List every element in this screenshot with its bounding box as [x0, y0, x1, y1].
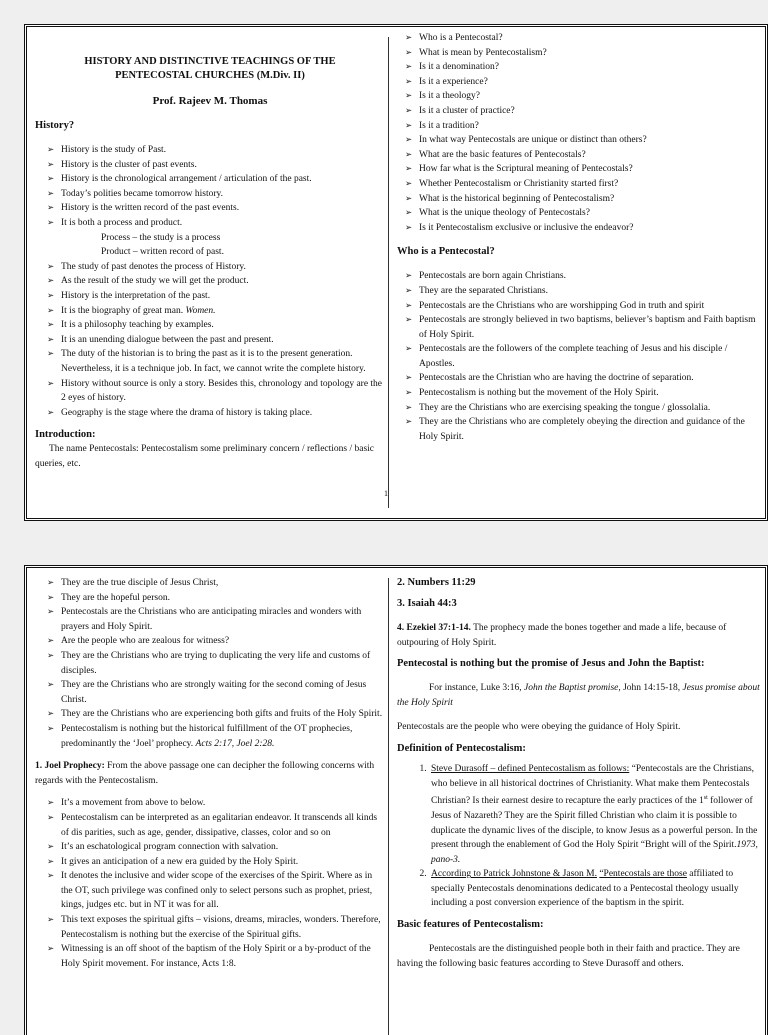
- list-item: ➢ It denotes the inclusive and wider scope of the exercises of the Spirit. Where as in the OT, such privilege was confined only to select persons such as prophet, priest, kings, judges etc. but in NT it was for all.: [47, 869, 385, 913]
- list-item: 2. According to Patrick Johnstone & Jason M. “Pentecostals are those affiliated to specially Pentecostals denominations dedicated to a Pentecostal theology usually including a post conversion experience of the baptism in the spirit.: [429, 867, 763, 911]
- pentecostal-traits-list: [35, 576, 385, 751]
- left-column: [35, 31, 385, 471]
- list-item: ➢ They are the hopeful person.: [47, 591, 385, 606]
- list-item: ➢ They are the Christians who are strongly waiting for the second coming of Jesus Christ.: [47, 678, 385, 707]
- page-number: 1: [384, 489, 388, 498]
- author-name: Prof. Rajeev M. Thomas: [152, 95, 268, 107]
- right-column: [397, 31, 763, 444]
- definition-heading: Definition of Pentecostalism:: [397, 742, 526, 754]
- list-item: ➢ Who is a Pentecostal?: [405, 31, 763, 46]
- joel-prophecy-paragraph: 1. Joel Prophecy: From the above passage one can decipher the following concerns with regards with the Pentecostalism.: [35, 761, 375, 786]
- list-item: ➢ It gives an anticipation of a new era guided by the Holy Spirit.: [47, 855, 385, 870]
- isaiah-reference: 3. Isaiah 44:3: [397, 598, 457, 609]
- list-item: ➢ Pentecostalism is nothing but the movement of the Holy Spirit.: [405, 386, 763, 401]
- joel-heading: 1. Joel Prophecy:: [35, 761, 105, 772]
- basic-features-heading: Basic features of Pentecostalism:: [397, 919, 544, 931]
- list-item: ➢ What is the historical beginning of Pentecostalism?: [405, 192, 763, 207]
- promise-paragraph: For instance, Luke 3:16, John the Baptist promise, John 14:15-18, Jesus promise about the Holy Spirit: [397, 683, 760, 708]
- list-item: ➢ This text exposes the spiritual gifts – visions, dreams, miracles, wonders. Therefore, Pentecostalism is nothing but the exercise of the Spiritual gifts.: [47, 913, 385, 942]
- questions-list: [397, 31, 763, 235]
- ezekiel-paragraph: 4. Ezekiel 37:1-14. The prophecy made the bones together and made a life, because of outpouring of Holy Spirit.: [397, 623, 727, 648]
- list-item: ➢ How far what is the Scriptural meaning of Pentecostals?: [405, 162, 763, 177]
- list-item: ➢ What are the basic features of Pentecostals?: [405, 148, 763, 163]
- basic-features-paragraph: Pentecostals are the distinguished people both in their faith and practice. They are having the following basic features according to Steve Durasoff and others.: [397, 944, 740, 969]
- list-item: ➢ Pentecostals are born again Christians.: [405, 269, 763, 284]
- list-item: ➢ Is it a cluster of practice?: [405, 104, 763, 119]
- list-item: ➢ Witnessing is an off shoot of the baptism of the Holy Spirit or a by-product of the Holy Spirit movement. For instance, Acts 1:8.: [47, 942, 385, 971]
- history-list: [35, 143, 385, 231]
- obey-paragraph: Pentecostals are the people who were obeying the guidance of Holy Spirit.: [397, 722, 681, 733]
- process-line: Process – the study is a process: [101, 232, 221, 243]
- list-item: ➢ Pentecostalism is nothing but the historical fulfillment of the OT prophecies, predominantly the ‘Joel’ prophecy. Acts 2:17, Joel 2:28.: [47, 722, 385, 751]
- list-item: ➢ What is mean by Pentecostalism?: [405, 46, 763, 61]
- list-item: ➢ The study of past denotes the process of History.: [47, 260, 385, 275]
- document-title: HISTORY AND DISTINCTIVE TEACHINGS OF THE PENTECOSTAL CHURCHES (M.Div. II): [84, 56, 336, 81]
- column-divider: [388, 578, 389, 1035]
- list-item: ➢ Pentecostalism can be interpreted as an egalitarian endeavor. It transcends all kinds of dis parities, such as age, gender, dissipative, classes, color and so on: [47, 811, 385, 840]
- list-item: ➢ History is the cluster of past events.: [47, 158, 385, 173]
- history-heading: History?: [35, 120, 75, 131]
- list-item: ➢ They are the Christians who are completely obeying the direction and guidance of the Holy Spirit.: [405, 415, 763, 444]
- product-line: Product – written record of past.: [101, 247, 224, 258]
- list-item: ➢ It’s a movement from above to below.: [47, 796, 385, 811]
- list-item: ➢ Are the people who are zealous for witness?: [47, 634, 385, 649]
- list-item: ➢ Is it a experience?: [405, 75, 763, 90]
- list-item: 1. Steve Durasoff – defined Pentecostalism as follows: “Pentecostals are the Christians, who believe in all historical doctrines of Christianity. What make them Pentecostals Christian? Is their earnest desire to recapture the early practices of the 1st follower of Jesus of Nazareth? They are the Spirit filled Christian who claim it is possible to duplicate the dynamic lives of the disciple, to know Jesus as a powerful person. In the present through the enablement of God the Holy Spirit “Bright will of the Spirit.1973, pano-3.: [429, 762, 763, 867]
- document-page-2: [24, 565, 768, 1035]
- list-item: ➢ History without source is only a story. Besides this, chronology and topology are the 2 eyes of history.: [47, 377, 385, 406]
- list-item: ➢ Pentecostals are the Christians who are anticipating miracles and wonders with prayers and Holy Spirit.: [47, 605, 385, 634]
- list-item: ➢ History is the interpretation of the past.: [47, 289, 385, 304]
- who-heading: Who is a Pentecostal?: [397, 246, 495, 258]
- list-item: ➢ History is the study of Past.: [47, 143, 385, 158]
- left-column: [35, 576, 385, 971]
- list-item: ➢ It is an unending dialogue between the past and present.: [47, 333, 385, 348]
- list-item: ➢ They are the Christians who are exercising speaking the tongue / glossolalia.: [405, 401, 763, 416]
- history-list-2: [35, 260, 385, 421]
- promise-heading: Pentecostal is nothing but the promise of Jesus and John the Baptist:: [397, 658, 705, 670]
- numbers-reference: 2. Numbers 11:29: [397, 577, 476, 588]
- list-item: ➢ Pentecostals are strongly believed in two baptisms, believer’s baptism and Faith baptism of Holy Spirit.: [405, 313, 763, 342]
- list-item: ➢ They are the separated Christians.: [405, 284, 763, 299]
- list-item: ➢ Is it Pentecostalism exclusive or inclusive the endeavor?: [405, 221, 763, 236]
- list-item: ➢ Pentecostals are the followers of the complete teaching of Jesus and his disciple / Apostles.: [405, 342, 763, 371]
- document-page-1: [24, 24, 768, 521]
- list-item: ➢ It is a philosophy teaching by examples.: [47, 318, 385, 333]
- list-item: ➢ As the result of the study we will get the product.: [47, 274, 385, 289]
- list-item: ➢ It is the biography of great man. Women.: [47, 304, 385, 319]
- definitions-list: [397, 762, 763, 911]
- list-item: ➢ History is the written record of the past events.: [47, 201, 385, 216]
- who-list: [397, 269, 763, 444]
- introduction-text: The name Pentecostals: Pentecostalism some preliminary concern / reflections / basic queries, etc.: [35, 444, 375, 469]
- list-item: ➢ They are the true disciple of Jesus Christ,: [47, 576, 385, 591]
- list-item: ➢ Is it a denomination?: [405, 60, 763, 75]
- list-item: ➢ They are the Christians who are trying to duplicating the very life and customs of disciples.: [47, 649, 385, 678]
- list-item: ➢ In what way Pentecostals are unique or distinct than others?: [405, 133, 763, 148]
- list-item: ➢ Pentecostals are the Christians who are worshipping God in truth and spirit: [405, 299, 763, 314]
- list-item: ➢ Geography is the stage where the drama of history is taking place.: [47, 406, 385, 421]
- list-item: ➢ They are the Christians who are experiencing both gifts and fruits of the Holy Spirit.: [47, 707, 385, 722]
- list-item: ➢ The duty of the historian is to bring the past as it is to the present generation. Nevertheless, it is a technique job. In fact, we cannot write the complete history.: [47, 347, 385, 376]
- list-item: ➢ History is the chronological arrangement / articulation of the past.: [47, 172, 385, 187]
- list-item: ➢ It’s an eschatological program connection with salvation.: [47, 840, 385, 855]
- list-item: ➢ It is both a process and product.: [47, 216, 385, 231]
- list-item: ➢ Pentecostals are the Christian who are having the doctrine of separation.: [405, 371, 763, 386]
- list-item: ➢ Is it a theology?: [405, 89, 763, 104]
- list-item: ➢ What is the unique theology of Pentecostals?: [405, 206, 763, 221]
- list-item: ➢ Whether Pentecostalism or Christianity started first?: [405, 177, 763, 192]
- list-item: ➢ Today’s polities became tomorrow history.: [47, 187, 385, 202]
- list-item: ➢ Is it a tradition?: [405, 119, 763, 134]
- right-column: [397, 576, 763, 971]
- joel-list: [35, 796, 385, 971]
- column-divider: [388, 37, 389, 508]
- introduction-heading: Introduction:: [35, 429, 96, 441]
